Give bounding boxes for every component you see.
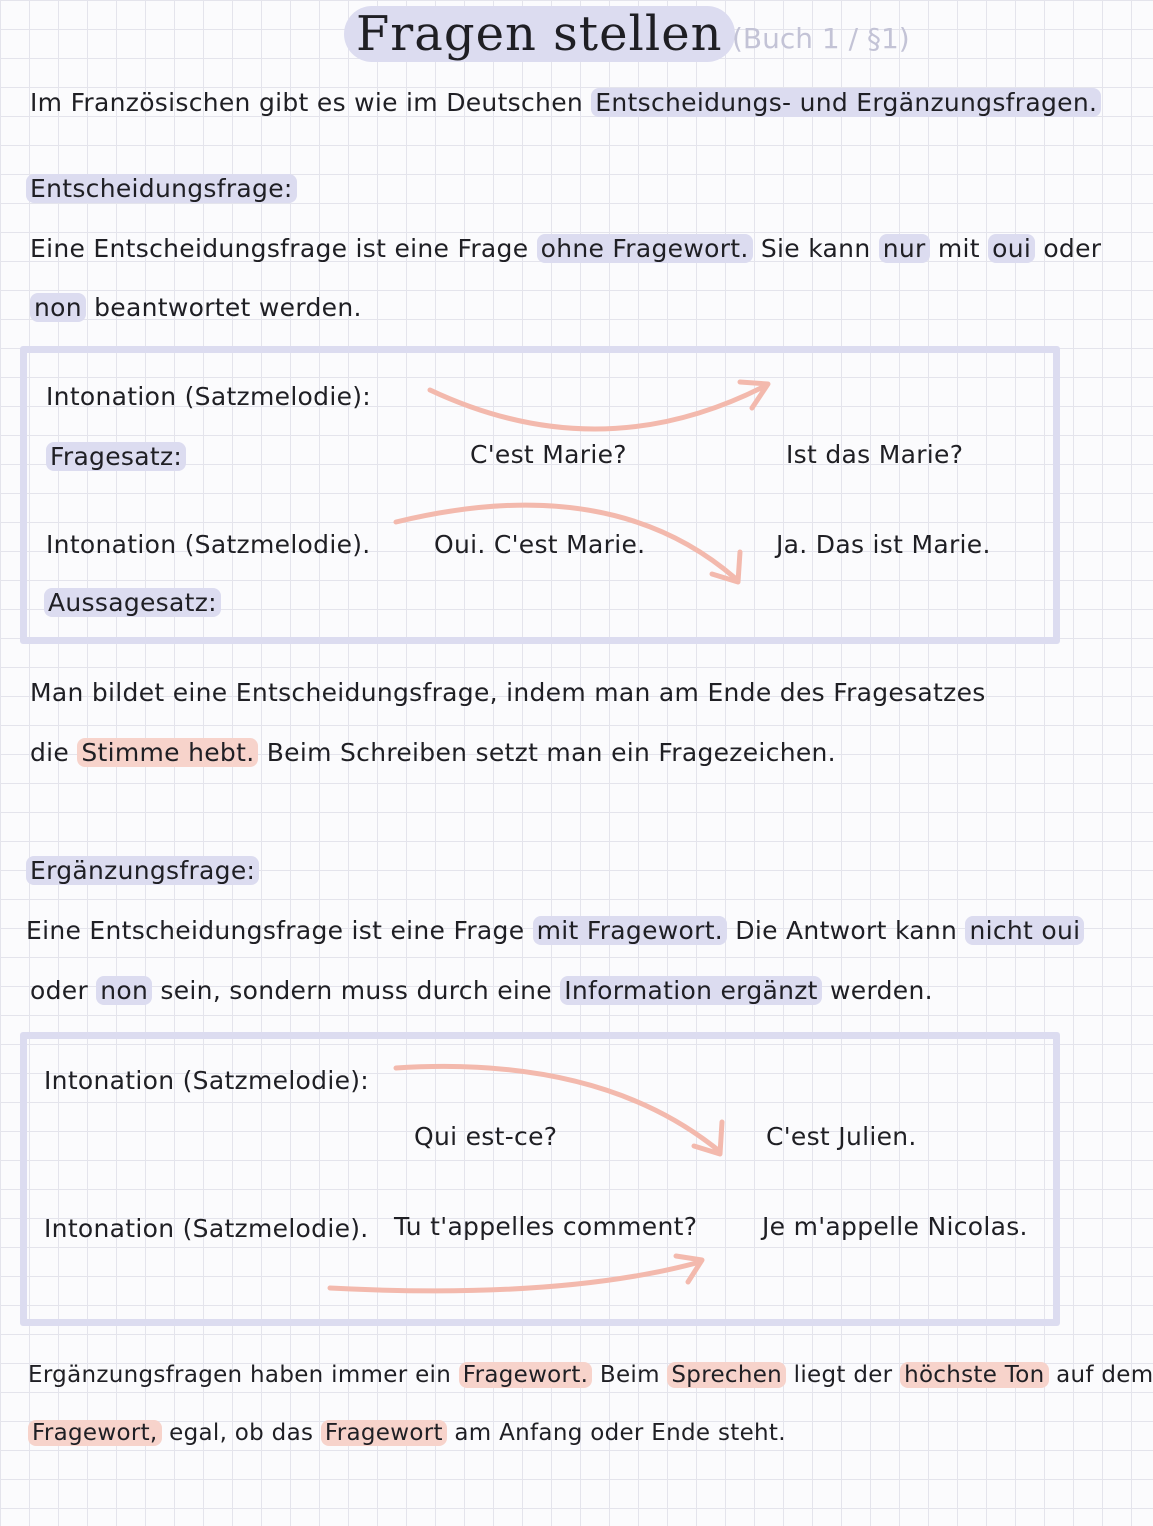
text-span: am Anfang oder Ende steht. <box>446 1420 786 1446</box>
entscheidungsfrage-heading: Entscheidungsfrage: <box>26 174 297 203</box>
hl-nicht-oui: nicht oui <box>965 916 1084 945</box>
hl-stimme-hebt: Stimme hebt. <box>77 738 258 767</box>
text-span: Sie kann <box>752 234 879 263</box>
hl-fragewort: Fragewort <box>321 1420 447 1446</box>
section1-rule-line2 <box>30 738 836 767</box>
falling-arrow-1-head <box>712 552 740 582</box>
text-span: die <box>30 738 78 767</box>
box1-label-fragesatz <box>46 442 186 471</box>
box1-intonation2: Intonation (Satzmelodie). <box>46 530 371 559</box>
box1-fr1: C'est Marie? <box>470 440 627 469</box>
hl-fragewort: Fragewort, <box>28 1420 162 1446</box>
rising-arrow-1 <box>430 386 765 429</box>
text-span: beantwortet werden. <box>85 293 362 322</box>
text-span: Die Antwort kann <box>727 916 966 945</box>
text-span: oder <box>30 976 97 1005</box>
box1-de1: Ist das Marie? <box>786 440 964 469</box>
box2-intonation2: Intonation (Satzmelodie). <box>44 1214 369 1243</box>
text-span: Beim <box>592 1362 668 1388</box>
section2-rule-line1 <box>28 1362 1153 1388</box>
text-span: Eine Entscheidungsfrage ist eine Frage <box>30 234 537 263</box>
text-span: Ergänzungsfragen haben immer ein <box>28 1362 459 1388</box>
hl-information-ergaenzt: Information ergänzt <box>560 976 822 1005</box>
hl-hoechste-ton: höchste Ton <box>900 1362 1048 1388</box>
hl-fragewort: Fragewort. <box>459 1362 593 1388</box>
text-span: liegt der <box>786 1362 901 1388</box>
section2-line2 <box>30 976 933 1005</box>
hl-non: non <box>96 976 152 1005</box>
text-span: mit <box>929 234 989 263</box>
ergaenzungsfrage-heading: Ergänzungsfrage: <box>26 856 259 885</box>
hl-ohne-fragewort: ohne Fragewort. <box>537 234 753 263</box>
text-span: auf dem <box>1048 1362 1153 1388</box>
hl-non: non <box>30 293 86 322</box>
intro-highlight: Entscheidungs- und Ergänzungsfragen. <box>591 88 1101 117</box>
section2-line1 <box>26 916 1084 945</box>
text-span: oder <box>1035 234 1102 263</box>
text-span: Eine Entscheidungsfrage ist eine Frage <box>26 916 533 945</box>
box2-ans2: Je m'appelle Nicolas. <box>762 1212 1028 1241</box>
hl-mit-fragewort: mit Fragewort. <box>533 916 727 945</box>
box1-intonation1: Intonation (Satzmelodie): <box>46 382 372 411</box>
page-title: Fragen stellen <box>344 6 735 62</box>
hl-nur: nur <box>879 234 930 263</box>
box2-intonation1: Intonation (Satzmelodie): <box>44 1066 370 1095</box>
hl-oui: oui <box>988 234 1035 263</box>
section2-heading <box>26 856 259 885</box>
fragesatz-label: Fragesatz: <box>46 442 186 471</box>
hl-sprechen: Sprechen <box>667 1362 786 1388</box>
book-reference: (Buch 1 / §1) <box>732 22 910 55</box>
box2-fr1: Qui est-ce? <box>414 1122 558 1151</box>
text-span: sein, sondern muss durch eine <box>152 976 561 1005</box>
section1-rule-line1: Man bildet eine Entscheidungsfrage, indem man am Ende des Fragesatzes <box>30 678 986 707</box>
text-span: Beim Schreiben setzt man ein Fragezeichen. <box>258 738 836 767</box>
text-span: egal, ob das <box>161 1420 321 1446</box>
box2-fr2: Tu t'appelles comment? <box>394 1212 698 1241</box>
intro-prefix: Im Französischen gibt es wie im Deutschen <box>30 88 592 117</box>
aussagesatz-label: Aussagesatz: <box>44 588 221 617</box>
section2-rule-line2 <box>28 1420 786 1446</box>
box2-ans1: C'est Julien. <box>766 1122 917 1151</box>
box1-label-aussagesatz <box>44 588 221 617</box>
box1-de2: Ja. Das ist Marie. <box>776 530 991 559</box>
text-span: werden. <box>821 976 933 1005</box>
box1-fr2: Oui. C'est Marie. <box>434 530 646 559</box>
